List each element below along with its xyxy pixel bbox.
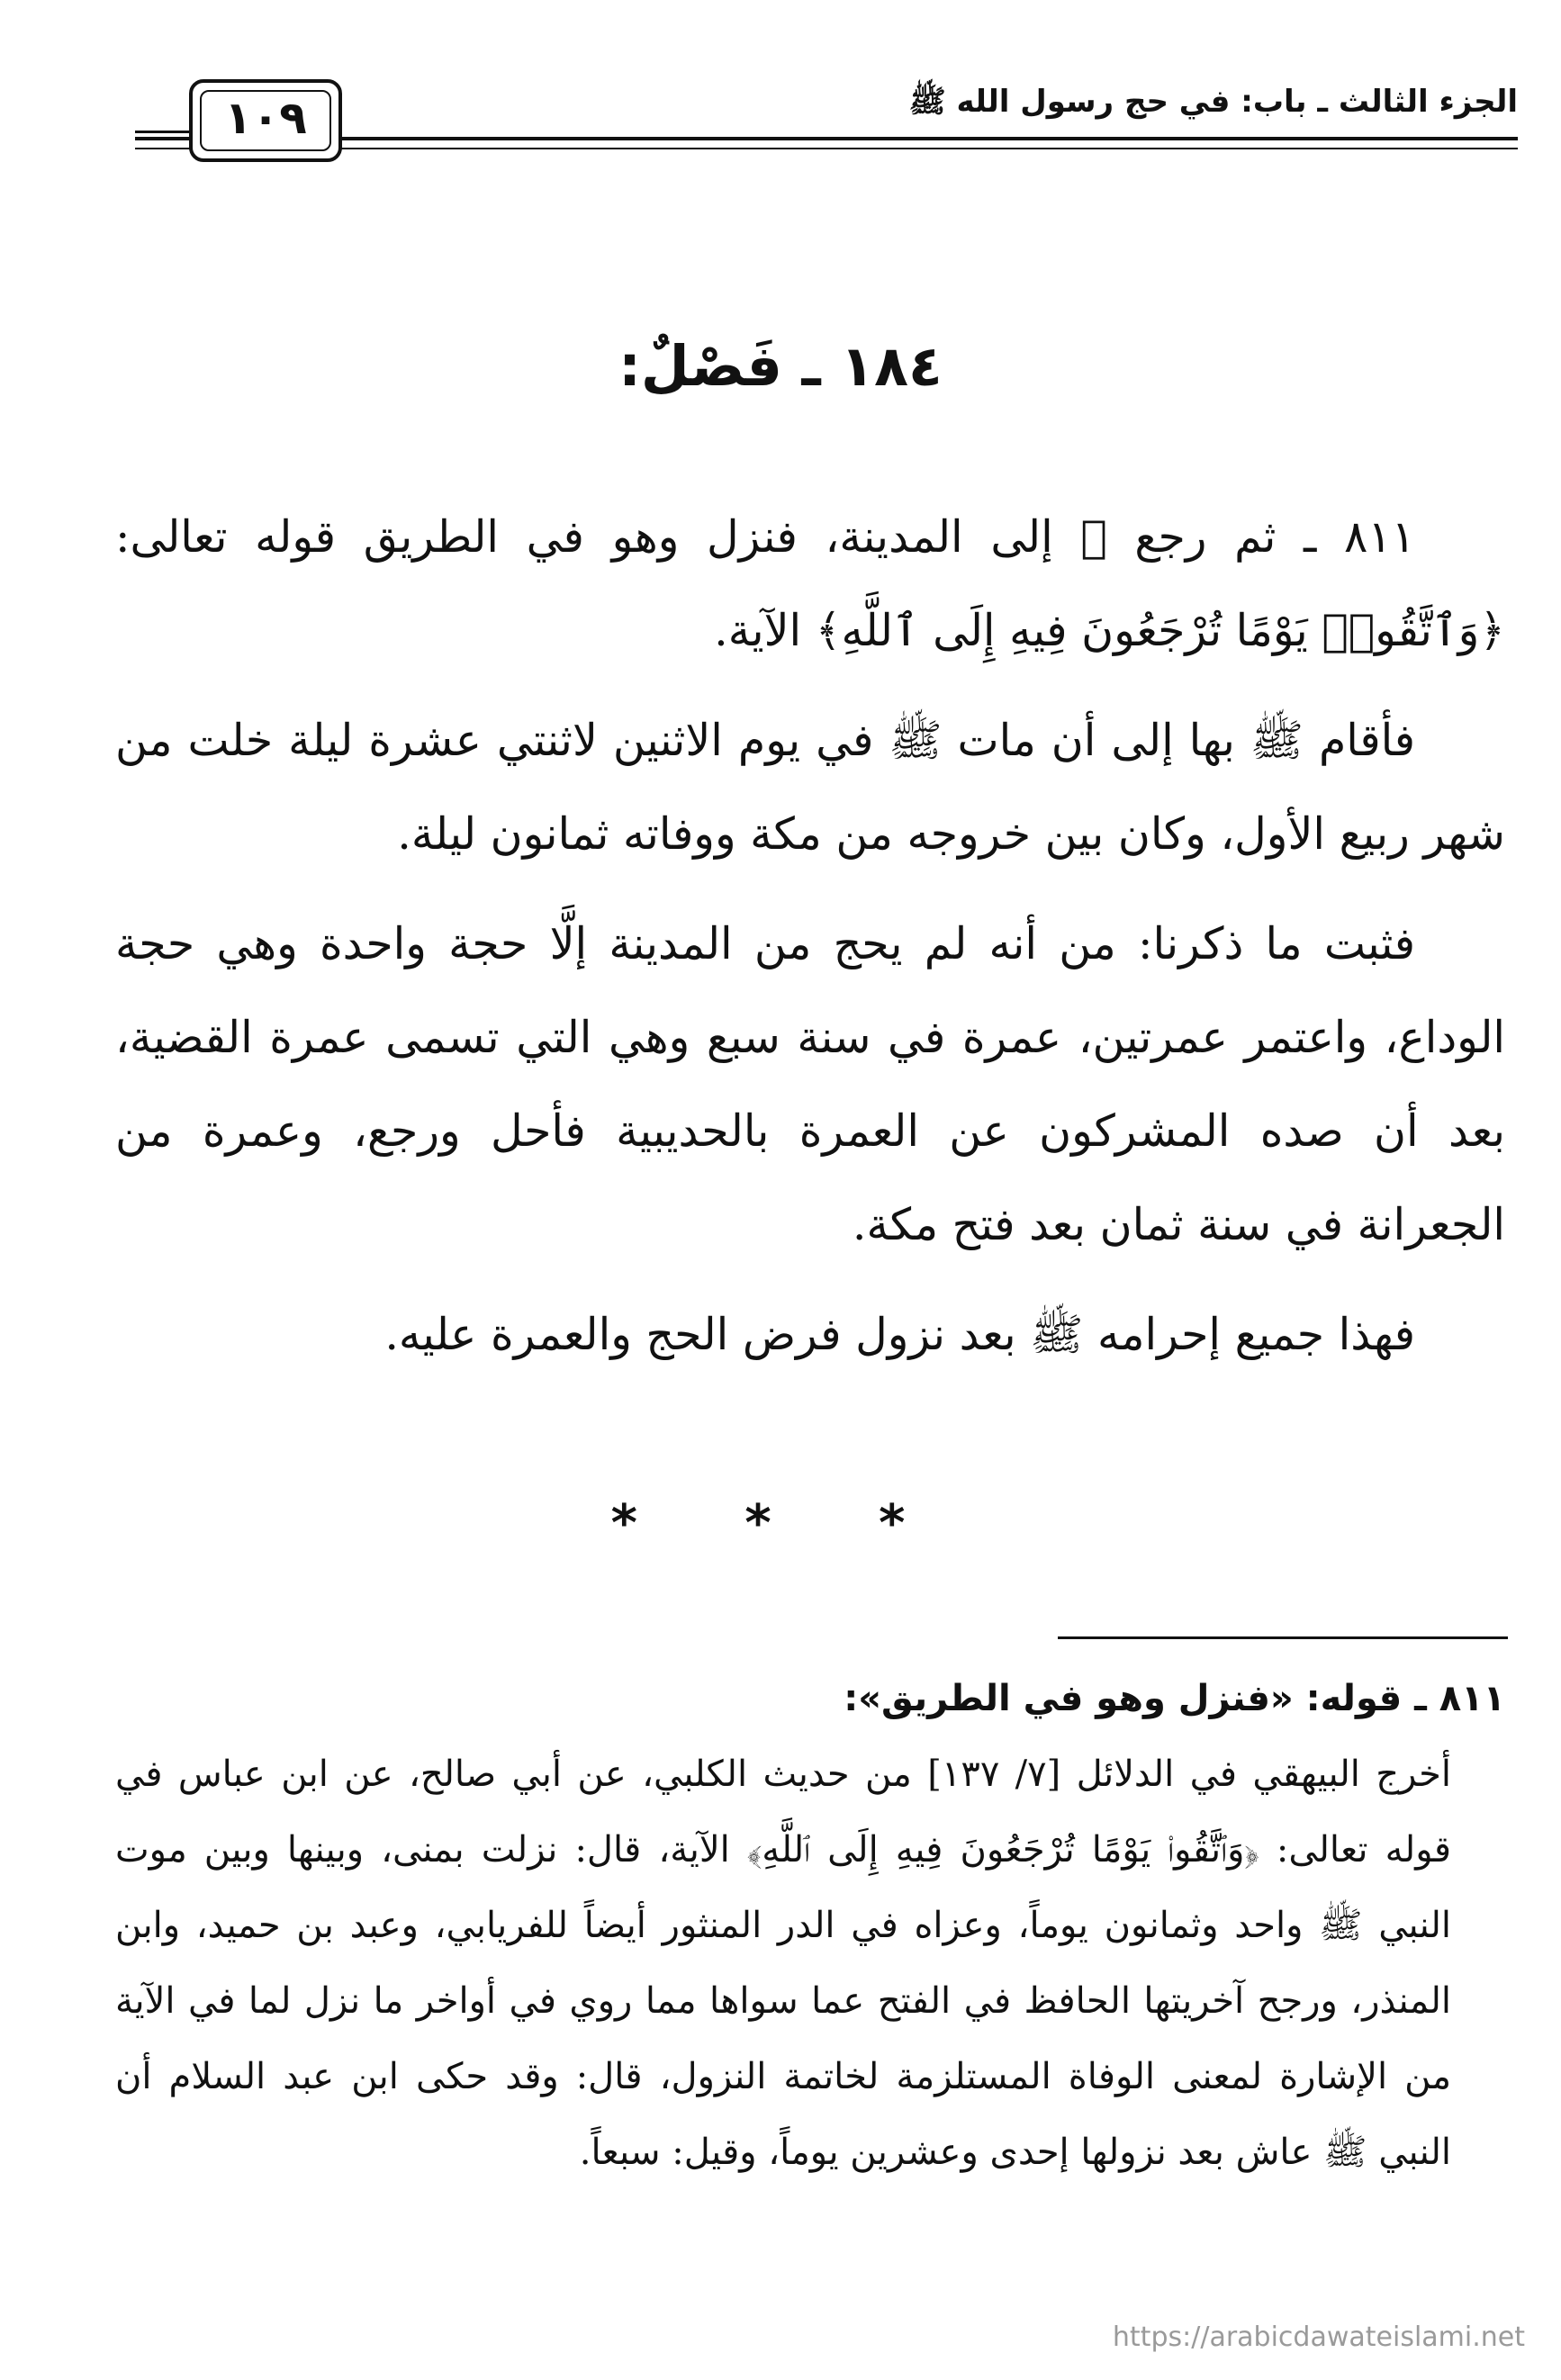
footnote-heading: ٨١١ ـ قوله: «فنزل وهو في الطريق»: xyxy=(844,1678,1505,1719)
main-text xyxy=(115,491,1505,1398)
page-number-frame xyxy=(189,79,342,162)
footnote xyxy=(115,1661,1505,2190)
watermark-url: https://arabicdawateislami.net xyxy=(1112,2321,1525,2353)
footnote-rule xyxy=(1058,1636,1508,1639)
paragraph-4: فهذا جميع إحرامه ﷺ بعد نزول فرض الحج والعمرة عليه. xyxy=(384,1309,1415,1360)
section-separator: * * * xyxy=(610,1494,951,1553)
header-rule-thick xyxy=(135,137,1518,140)
header-rule-left xyxy=(135,131,189,133)
header-rule-thin xyxy=(135,148,1518,149)
paragraph-1: ٨١١ ـ ثم رجع ﷺ إلى المدينة، فنزل وهو في الطريق قوله تعالى: ﴿وَٱتَّقُوا۟ يَوْمًا تُرْجَعُونَ فِيهِ إِلَى ٱللَّهِ﴾ الآية. xyxy=(115,511,1505,656)
footnote-text: أخرج البيهقي في الدلائل [٧/ ١٣٧] من حديث الكلبي، عن أبي صالح، عن ابن عباس في قوله تعالى: ﴿وَٱتَّقُوا۟ يَوْمًا تُرْجَعُونَ فِيهِ إِلَى ٱللَّهِ﴾ الآية، قال: نزلت بمنى، وبينها وبين موت النبي ﷺ واحد وثمانون يوماً، وعزاه في الدر المنثور أيضاً للفريابي، وعبد بن حميد، وابن المنذر، ورجح آخريتها الحافظ في الفتح عما سواها مما روي في أواخر ما نزل لما في الآية من الإشارة لمعنى الوفاة المستلزمة لخاتمة النزول، قال: وقد حكى ابن عبد السلام أن النبي ﷺ عاش بعد نزولها إحدى وعشرين يوماً، وقيل: سبعاً. xyxy=(115,1753,1452,2173)
section-heading: ١٨٤ ـ فَصْلٌ: xyxy=(618,333,943,399)
paragraph-3: فثبت ما ذكرنا: من أنه لم يحج من المدينة إلَّا حجة واحدة وهي حجة الوداع، واعتمر عمرتين، عمرة في سنة سبع وهي التي تسمى عمرة القضية، بعد أن صده المشركون عن العمرة بالحديبية فأحل ورجع، وعمرة من الجعرانة في سنة ثمان بعد فتح مكة. xyxy=(115,918,1505,1250)
running-header-title: الجزء الثالث ـ باب: في حج رسول الله ﷺ xyxy=(908,84,1518,120)
page-number: ١٠٩ xyxy=(224,92,307,144)
paragraph-2: فأقام ﷺ بها إلى أن مات ﷺ في يوم الاثنين لاثنتي عشرة ليلة خلت من شهر ربيع الأول، وكان بين خروجه من مكة ووفاته ثمانون ليلة. xyxy=(115,715,1505,860)
